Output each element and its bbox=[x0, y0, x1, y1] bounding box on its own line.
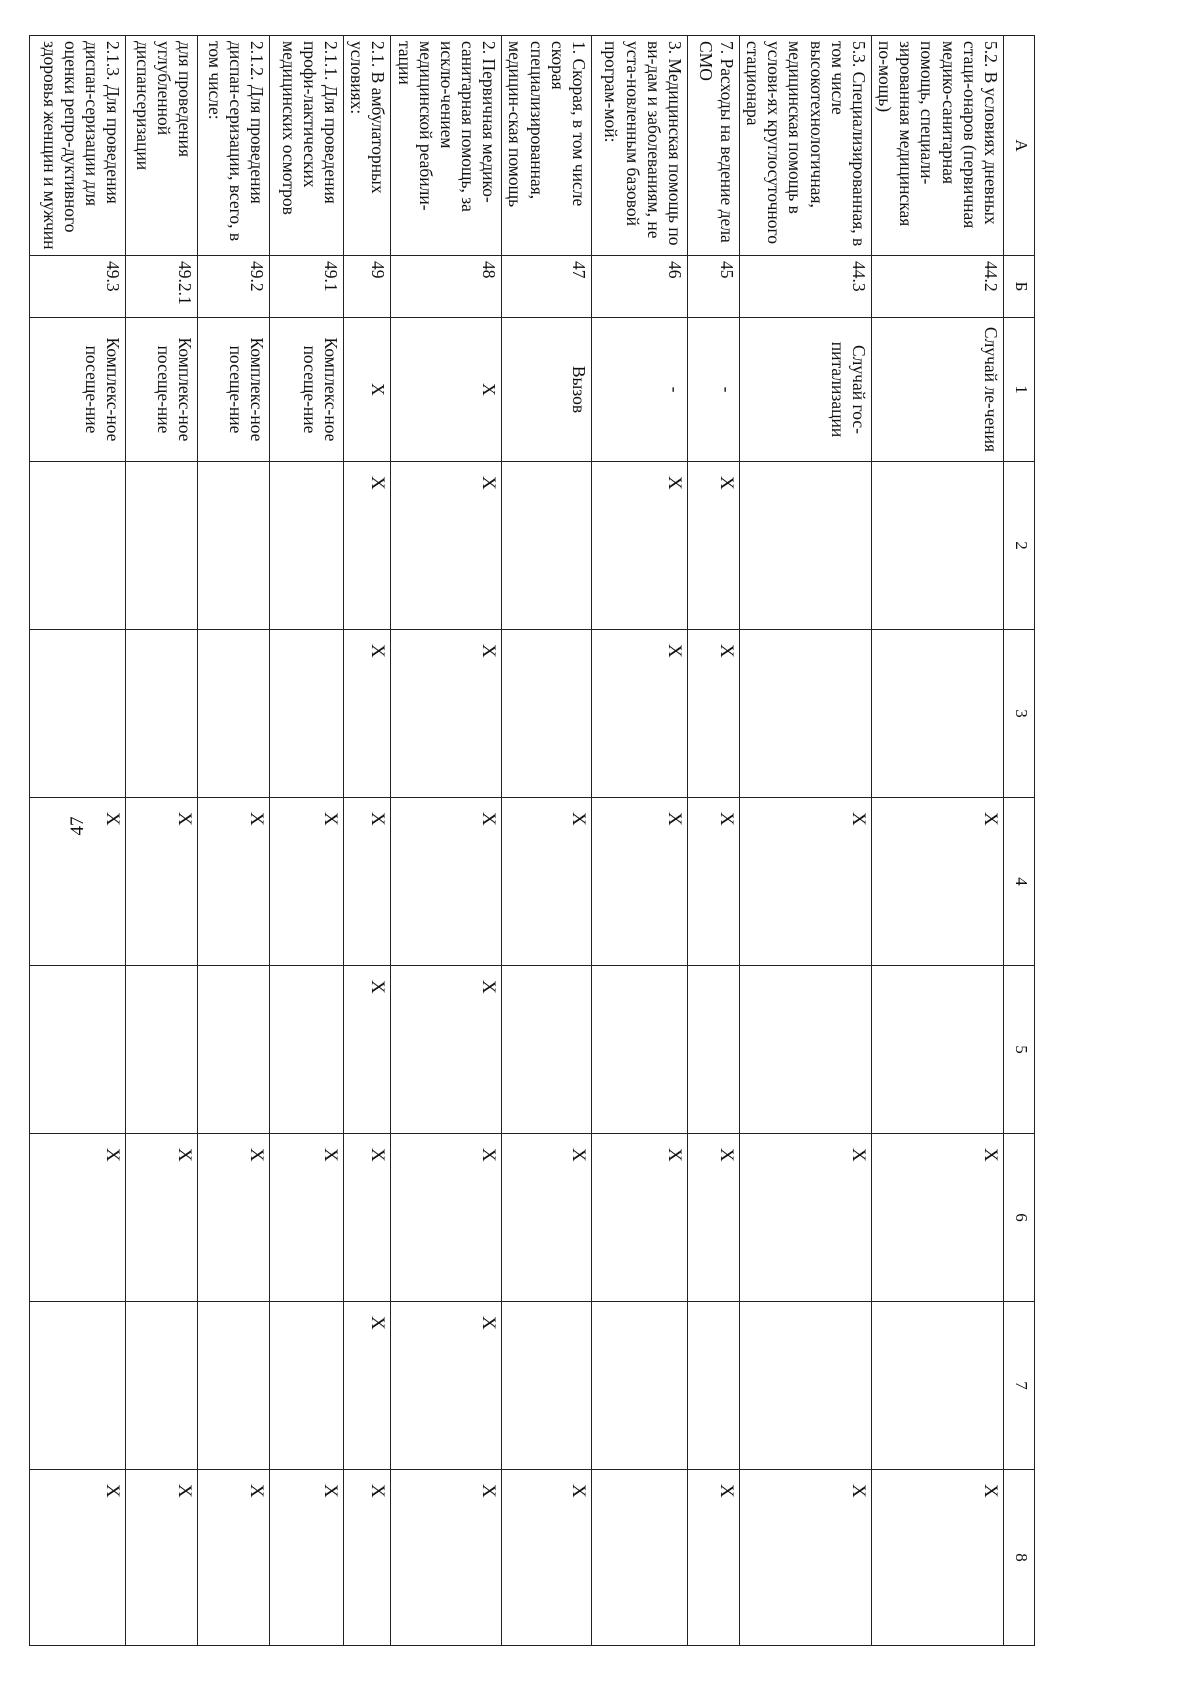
column-header: 4 bbox=[1004, 798, 1035, 966]
cell-c5 bbox=[270, 966, 344, 1134]
cell-c8: Х bbox=[198, 1470, 270, 1646]
cell-c8 bbox=[591, 1470, 687, 1646]
cell-c5 bbox=[591, 966, 687, 1134]
data-table bbox=[29, 35, 1035, 1646]
row-name-cell: 5.2. В условиях дневных стаци-онаров (первичная медико-санитарная помощь, специали-зированная медицинская по-мощь) bbox=[871, 36, 1003, 256]
row-name-cell: 2. Первичная медико-санитарная помощь, за исклю-чением медицинской реабили-тации bbox=[391, 36, 502, 256]
row-name-cell: для проведения углубленной диспансеризации bbox=[126, 36, 198, 256]
cell-c3 bbox=[270, 630, 344, 798]
unit-cell: Комплекс-ное посеще-ние bbox=[198, 318, 270, 462]
column-header: 8 bbox=[1004, 1470, 1035, 1646]
cell-c2: Х bbox=[344, 462, 391, 630]
cell-c3 bbox=[30, 630, 126, 798]
cell-c2: Х bbox=[591, 462, 687, 630]
cell-c2: Х bbox=[687, 462, 739, 630]
page-number: 47 bbox=[67, 816, 88, 836]
cell-c6: Х bbox=[687, 1134, 739, 1302]
cell-c2: Х bbox=[391, 462, 502, 630]
cell-c6: Х bbox=[344, 1134, 391, 1302]
table-row bbox=[391, 36, 502, 1646]
cell-c5 bbox=[739, 966, 871, 1134]
row-code-cell: 49 bbox=[344, 256, 391, 318]
cell-c6: Х bbox=[198, 1134, 270, 1302]
row-name-cell: 3. Медицинская помощь по ви-дам и заболеваниям, не уста-новленным базовой програм-мой: bbox=[591, 36, 687, 256]
row-name-cell: 1. Скорая, в том числе скорая специализированная, медицин-ская помощь bbox=[502, 36, 592, 256]
row-code-cell: 45 bbox=[687, 256, 739, 318]
row-code-cell: 46 bbox=[591, 256, 687, 318]
cell-c7 bbox=[871, 1302, 1003, 1470]
cell-c8: Х bbox=[739, 1470, 871, 1646]
cell-c3 bbox=[871, 630, 1003, 798]
row-code-cell: 44.3 bbox=[739, 256, 871, 318]
row-code-cell: 48 bbox=[391, 256, 502, 318]
cell-c5 bbox=[871, 966, 1003, 1134]
cell-c3: Х bbox=[687, 630, 739, 798]
row-name-cell: 2.1.3. Для проведения диспан-серизации для оценки репро-дуктивного здоровья женщин и мужчин bbox=[30, 36, 126, 256]
column-header: Б bbox=[1004, 256, 1035, 318]
cell-c4: Х bbox=[126, 798, 198, 966]
table-row bbox=[126, 36, 198, 1646]
table-row bbox=[30, 36, 126, 1646]
cell-c2 bbox=[502, 462, 592, 630]
table-row bbox=[591, 36, 687, 1646]
unit-cell: Случай ле-чения bbox=[871, 318, 1003, 462]
cell-c8: Х bbox=[391, 1470, 502, 1646]
cell-c5: Х bbox=[391, 966, 502, 1134]
cell-c4: Х bbox=[687, 798, 739, 966]
cell-c3: Х bbox=[391, 630, 502, 798]
cell-c4: Х bbox=[502, 798, 592, 966]
cell-c6: Х bbox=[591, 1134, 687, 1302]
cell-c6: Х bbox=[502, 1134, 592, 1302]
cell-c7 bbox=[739, 1302, 871, 1470]
cell-c8: Х bbox=[30, 1470, 126, 1646]
cell-c7 bbox=[126, 1302, 198, 1470]
unit-cell: Комплекс-ное посеще-ние bbox=[126, 318, 198, 462]
cell-c7 bbox=[198, 1302, 270, 1470]
cell-c6: Х bbox=[871, 1134, 1003, 1302]
table-row bbox=[198, 36, 270, 1646]
cell-c3 bbox=[198, 630, 270, 798]
row-code-cell: 49.1 bbox=[270, 256, 344, 318]
unit-cell: - bbox=[687, 318, 739, 462]
cell-c8: Х bbox=[871, 1470, 1003, 1646]
table-header-row bbox=[1004, 36, 1035, 1646]
cell-c8: Х bbox=[126, 1470, 198, 1646]
table-row bbox=[502, 36, 592, 1646]
cell-c4: Х bbox=[30, 798, 126, 966]
cell-c3 bbox=[739, 630, 871, 798]
cell-c7 bbox=[591, 1302, 687, 1470]
row-code-cell: 49.2.1 bbox=[126, 256, 198, 318]
cell-c4: Х bbox=[871, 798, 1003, 966]
row-name-cell: 5.3. Специализированная, в том числе высокотехнологичная, медицинская помощь в услови-ях круглосуточного стационара bbox=[739, 36, 871, 256]
row-name-cell: 7. Расходы на ведение дела СМО bbox=[687, 36, 739, 256]
cell-c4: Х bbox=[739, 798, 871, 966]
cell-c8: Х bbox=[687, 1470, 739, 1646]
unit-cell: Случай гос-питализации bbox=[739, 318, 871, 462]
rotated-page-content bbox=[39, 35, 1035, 1645]
cell-c8: Х bbox=[502, 1470, 592, 1646]
cell-c7: Х bbox=[344, 1302, 391, 1470]
cell-c3: Х bbox=[344, 630, 391, 798]
column-header: 5 bbox=[1004, 966, 1035, 1134]
cell-c6: Х bbox=[270, 1134, 344, 1302]
row-name-cell: 2.1.2. Для проведения диспан-серизации, всего, в том числе: bbox=[198, 36, 270, 256]
cell-c6: Х bbox=[126, 1134, 198, 1302]
column-header: 3 bbox=[1004, 630, 1035, 798]
cell-c3 bbox=[502, 630, 592, 798]
cell-c6: Х bbox=[30, 1134, 126, 1302]
cell-c5 bbox=[126, 966, 198, 1134]
unit-cell: Х bbox=[344, 318, 391, 462]
cell-c8: Х bbox=[344, 1470, 391, 1646]
cell-c4: Х bbox=[344, 798, 391, 966]
cell-c7 bbox=[30, 1302, 126, 1470]
table-row bbox=[739, 36, 871, 1646]
cell-c8: Х bbox=[270, 1470, 344, 1646]
unit-cell: - bbox=[591, 318, 687, 462]
table-row bbox=[871, 36, 1003, 1646]
cell-c6: Х bbox=[391, 1134, 502, 1302]
cell-c5 bbox=[30, 966, 126, 1134]
row-code-cell: 49.3 bbox=[30, 256, 126, 318]
cell-c6: Х bbox=[739, 1134, 871, 1302]
cell-c5 bbox=[198, 966, 270, 1134]
cell-c4: Х bbox=[270, 798, 344, 966]
column-header: 7 bbox=[1004, 1302, 1035, 1470]
unit-cell: Х bbox=[391, 318, 502, 462]
cell-c7: Х bbox=[391, 1302, 502, 1470]
cell-c2 bbox=[739, 462, 871, 630]
cell-c5: Х bbox=[344, 966, 391, 1134]
cell-c7 bbox=[687, 1302, 739, 1470]
cell-c3 bbox=[126, 630, 198, 798]
cell-c2 bbox=[871, 462, 1003, 630]
row-name-cell: 2.1. В амбулаторных условиях: bbox=[344, 36, 391, 256]
cell-c4: Х bbox=[198, 798, 270, 966]
column-header: 2 bbox=[1004, 462, 1035, 630]
table-row bbox=[344, 36, 391, 1646]
cell-c7 bbox=[270, 1302, 344, 1470]
cell-c3: Х bbox=[591, 630, 687, 798]
column-header: 6 bbox=[1004, 1134, 1035, 1302]
cell-c4: Х bbox=[591, 798, 687, 966]
cell-c2 bbox=[126, 462, 198, 630]
column-header: 1 bbox=[1004, 318, 1035, 462]
cell-c2 bbox=[270, 462, 344, 630]
unit-cell: Вызов bbox=[502, 318, 592, 462]
cell-c4: Х bbox=[391, 798, 502, 966]
cell-c5 bbox=[687, 966, 739, 1134]
row-code-cell: 49.2 bbox=[198, 256, 270, 318]
table-row bbox=[687, 36, 739, 1646]
row-code-cell: 47 bbox=[502, 256, 592, 318]
column-header: А bbox=[1004, 36, 1035, 256]
unit-cell: Комплекс-ное посеще-ние bbox=[270, 318, 344, 462]
row-name-cell: 2.1.1. Для проведения профи-лактических медицинских осмотров bbox=[270, 36, 344, 256]
cell-c2 bbox=[30, 462, 126, 630]
cell-c7 bbox=[502, 1302, 592, 1470]
cell-c5 bbox=[502, 966, 592, 1134]
cell-c2 bbox=[198, 462, 270, 630]
row-code-cell: 44.2 bbox=[871, 256, 1003, 318]
unit-cell: Комплекс-ное посеще-ние bbox=[30, 318, 126, 462]
table-row bbox=[270, 36, 344, 1646]
